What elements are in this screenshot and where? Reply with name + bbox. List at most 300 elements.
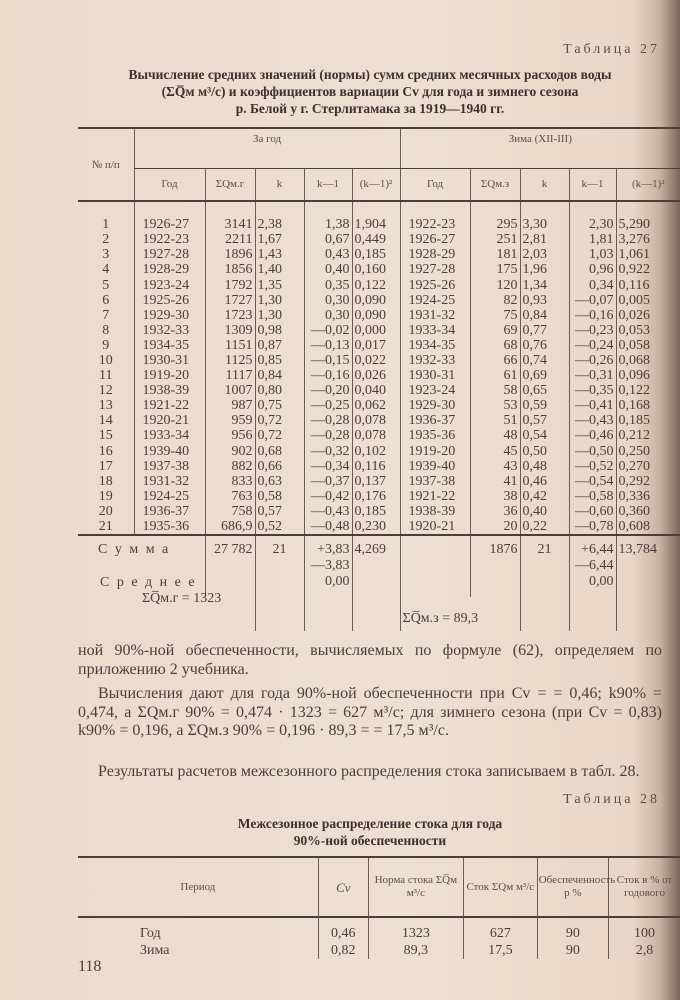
table-cell: 14: [98, 413, 113, 429]
table-cell: —0,37: [304, 474, 352, 489]
table-row: [78, 353, 680, 368]
table-28-label: Таблица 28: [563, 792, 660, 807]
table-cell: 1937-38: [400, 474, 470, 489]
table-row: [78, 489, 680, 504]
table-cell: 1931-32: [134, 474, 205, 489]
table-row: [78, 459, 680, 474]
table-cell: 1,30: [255, 293, 304, 308]
header-num: № п/п: [78, 128, 134, 201]
table-cell: 0,52: [255, 519, 304, 535]
column-header: ΣQм.з: [470, 168, 520, 201]
sum-value: 0,00: [325, 574, 350, 590]
table-row: [78, 262, 680, 277]
table-cell: —0,32: [304, 444, 352, 459]
table-cell: 1920-21: [134, 413, 205, 428]
table-cell: 21: [98, 519, 113, 535]
table-cell: —0,23: [569, 323, 616, 338]
table-cell: —0,25: [304, 398, 352, 413]
sum-year-k: 21: [255, 535, 304, 597]
table-cell: 0,292: [616, 474, 680, 489]
table-cell: 1723: [205, 308, 255, 323]
table-cell: 0,50: [520, 444, 569, 459]
column-header: k—1: [304, 168, 352, 201]
table-cell: 48: [470, 428, 520, 443]
table-cell: 0,022: [352, 353, 400, 368]
table-cell: —0,28: [304, 428, 352, 443]
column-header: Сток ΣQм м³/с: [463, 857, 537, 917]
table-cell: —0,48: [304, 519, 352, 535]
table-cell: 43: [470, 459, 520, 474]
table-cell: 0,54: [520, 428, 569, 443]
blank: [616, 597, 680, 631]
table-row: [78, 217, 680, 232]
table-cell: 0,43: [304, 247, 352, 262]
table-row: [78, 247, 680, 262]
table-cell: 0,66: [255, 459, 304, 474]
table-cell: 0,270: [616, 459, 680, 474]
table-cell: 0,000: [352, 323, 400, 338]
table-cell: 1927-28: [400, 262, 470, 277]
table-cell: 3,276: [616, 232, 680, 247]
table-cell: 2,30: [569, 217, 616, 232]
table-cell: 1938-39: [134, 383, 205, 398]
table-row: [78, 232, 680, 247]
table-cell: 0,053: [616, 323, 680, 338]
table-cell: 0,102: [352, 444, 400, 459]
table-cell: 1920-21: [400, 519, 470, 535]
table-cell: —0,60: [569, 504, 616, 519]
table-cell: 18: [98, 473, 113, 489]
table-cell: 882: [205, 459, 255, 474]
table-cell: 16: [98, 443, 113, 459]
column-header: Год: [134, 168, 205, 201]
header-winter-group: Зима (XII-III): [400, 128, 680, 168]
table-cell: 0,116: [352, 459, 400, 474]
table-cell: 2,38: [255, 217, 304, 232]
table-cell: 0,57: [520, 413, 569, 428]
table-cell: 0,76: [520, 338, 569, 353]
table-cell: 1924-25: [134, 489, 205, 504]
table-cell: —0,26: [569, 353, 616, 368]
table-cell: 1934-35: [400, 338, 470, 353]
table-row: [78, 323, 680, 338]
table-cell: 1927-28: [134, 247, 205, 262]
table-cell: 0,040: [352, 383, 400, 398]
column-header: (k—1)²: [616, 168, 680, 201]
column-header: (k—1)²: [352, 168, 400, 201]
table-cell: —0,02: [304, 323, 352, 338]
table-cell: 0,72: [255, 413, 304, 428]
table-cell: 1926-27: [134, 217, 205, 232]
table-cell: 13: [98, 398, 113, 414]
title-line: Вычисление средних значений (нормы) сумм средних месячных расходов воды: [128, 67, 612, 82]
table-cell: 19: [98, 488, 113, 504]
table-cell: 1,81: [569, 232, 616, 247]
page-number: 118: [78, 958, 102, 975]
table-cell: —0,16: [569, 308, 616, 323]
table-cell: 12: [98, 383, 113, 399]
table-cell: 686,9: [205, 519, 255, 535]
table-cell: 1931-32: [400, 308, 470, 323]
table-cell: 89,3: [368, 942, 463, 959]
table-row: [78, 398, 680, 413]
title-line: (ΣQ̅м м³/с) и коэффициентов вариации Cv для года и зимнего сезона: [161, 84, 579, 99]
table-cell: 763: [205, 489, 255, 504]
table-cell: 41: [470, 474, 520, 489]
table-cell: 20: [470, 519, 520, 535]
table-28: [78, 856, 680, 959]
column-header: Период: [180, 880, 216, 893]
table-cell: 1856: [205, 262, 255, 277]
column-header: ΣQм.г: [205, 168, 255, 201]
table-cell: 0,59: [520, 398, 569, 413]
table-cell: 0,185: [352, 247, 400, 262]
table-row: [78, 277, 680, 292]
table-cell: 0,85: [255, 353, 304, 368]
table-cell: 20: [98, 503, 113, 519]
table-cell: 627: [463, 917, 537, 942]
table-cell: 0,090: [352, 308, 400, 323]
table-cell: 2,81: [520, 232, 569, 247]
table-cell: 1125: [205, 353, 255, 368]
table-cell: 0,42: [520, 489, 569, 504]
table-cell: 0,67: [304, 232, 352, 247]
table-cell: —0,13: [304, 338, 352, 353]
table-cell: 0,026: [616, 308, 680, 323]
table-cell: 181: [470, 247, 520, 262]
table-cell: 0,96: [569, 262, 616, 277]
table-cell: 61: [470, 368, 520, 383]
mean-row: [78, 597, 680, 631]
table-cell: 1919-20: [400, 444, 470, 459]
table-cell: 1929-30: [134, 308, 205, 323]
table-row: [78, 519, 680, 535]
table-cell: 90: [537, 942, 608, 959]
mean-year: ΣQ̅м.г = 1323: [142, 591, 222, 607]
table-cell: 17: [98, 458, 113, 474]
table-cell: 0,30: [304, 308, 352, 323]
table-cell: 0,80: [255, 383, 304, 398]
sum-winter-q: 1876: [470, 535, 520, 597]
table-cell: 1933-34: [400, 323, 470, 338]
table-row: [78, 383, 680, 398]
table-cell: 3: [102, 247, 110, 263]
table-cell: 0,176: [352, 489, 400, 504]
sum-value: +3,83: [317, 542, 350, 558]
table-cell: 0,35: [304, 277, 352, 292]
table-cell: 0,75: [255, 398, 304, 413]
column-header: k: [520, 168, 569, 201]
table-cell: 0,026: [352, 368, 400, 383]
blank: [569, 597, 616, 631]
mean-label: С р е д н е е: [100, 575, 197, 591]
table-cell: 1896: [205, 247, 255, 262]
table-cell: 0,137: [352, 474, 400, 489]
table-cell: 0,46: [318, 917, 368, 942]
table-cell: 0,34: [569, 277, 616, 292]
table-cell: —0,31: [569, 368, 616, 383]
header-year-group: За год: [134, 128, 400, 168]
table-row: [78, 338, 680, 353]
table-cell: 1929-30: [400, 398, 470, 413]
table-cell: 17,5: [463, 942, 537, 959]
table-cell: 758: [205, 504, 255, 519]
table-cell: 1934-35: [134, 338, 205, 353]
table-cell: 1,30: [255, 308, 304, 323]
table-cell: 1925-26: [400, 277, 470, 292]
table-27-title: [70, 66, 670, 117]
table-cell: 0,40: [304, 262, 352, 277]
table-cell: 1,67: [255, 232, 304, 247]
table-cell: 0,336: [616, 489, 680, 504]
table-cell: 69: [470, 323, 520, 338]
table-cell: 1,34: [520, 277, 569, 292]
table-cell: 1930-31: [400, 368, 470, 383]
table-cell: 0,46: [520, 474, 569, 489]
table-cell: 959: [205, 413, 255, 428]
paragraph-2: Вычисления дают для года 90%-ной обеспеченности при Cv = = 0,46; k90% = 0,474, а ΣQм.г 90% = 0,474 · 1323 = 627 м³/с; для зимнего сезона (при Cv = 0,83) k90% = 0,196, а ΣQм.з 90% = 0,196 · 89,3 = = 17,5 м³/с.: [78, 685, 662, 739]
table-cell: 0,230: [352, 519, 400, 535]
table-cell: 1792: [205, 277, 255, 292]
table-row: [78, 504, 680, 519]
table-cell: 1922-23: [134, 232, 205, 247]
table-cell: 1919-20: [134, 368, 205, 383]
table-cell: —0,50: [569, 444, 616, 459]
table-cell: 0,078: [352, 413, 400, 428]
table-cell: Зима: [140, 943, 170, 958]
table-cell: 1928-29: [134, 262, 205, 277]
table-27-label: Таблица 27: [563, 42, 660, 57]
table-cell: —0,15: [304, 353, 352, 368]
blank: [352, 597, 400, 631]
table-cell: 1939-40: [134, 444, 205, 459]
table-cell: 1117: [205, 368, 255, 383]
table-cell: 1,43: [255, 247, 304, 262]
table-cell: 45: [470, 444, 520, 459]
table-cell: —0,16: [304, 368, 352, 383]
table-cell: —0,43: [569, 413, 616, 428]
table-cell: —0,52: [569, 459, 616, 474]
table-cell: 987: [205, 398, 255, 413]
table-cell: 1: [102, 217, 110, 233]
table-cell: 1,03: [569, 247, 616, 262]
table-cell: 2211: [205, 232, 255, 247]
table-cell: 0,608: [616, 519, 680, 535]
table-row: [78, 368, 680, 383]
table-cell: 1928-29: [400, 247, 470, 262]
sum-year-sq: 4,269: [352, 535, 400, 597]
table-cell: 0,058: [616, 338, 680, 353]
mean-cell: [78, 575, 255, 631]
table-28-title: [70, 815, 670, 849]
table-cell: 1926-27: [400, 232, 470, 247]
table-27: [78, 127, 680, 631]
table-cell: 1938-39: [400, 504, 470, 519]
table-cell: 1932-33: [400, 353, 470, 368]
table-cell: 10: [98, 352, 113, 368]
table-row: [78, 308, 680, 323]
table-cell: 75: [470, 308, 520, 323]
table-cell: 1921-22: [400, 489, 470, 504]
table-cell: 1935-36: [400, 428, 470, 443]
table-cell: 7: [102, 307, 110, 323]
table-cell: 0,122: [352, 277, 400, 292]
sum-value: +6,44: [581, 542, 614, 558]
mean-winter: ΣQ̅м.з = 89,3: [402, 611, 479, 627]
blank: [255, 597, 304, 631]
table-cell: 90: [537, 917, 608, 942]
table-row: [78, 444, 680, 459]
table-cell: 58: [470, 383, 520, 398]
table-cell: —0,34: [304, 459, 352, 474]
table-cell: 1,96: [520, 262, 569, 277]
column-header: Сток в % от годового: [609, 857, 680, 917]
table-cell: 1925-26: [134, 293, 205, 308]
table-row: [78, 293, 680, 308]
table-cell: 0,58: [255, 489, 304, 504]
table-cell: 36: [470, 504, 520, 519]
table-cell: 1,904: [352, 217, 400, 232]
table-cell: 1922-23: [400, 217, 470, 232]
table-cell: 0,30: [304, 293, 352, 308]
table-cell: 0,74: [520, 353, 569, 368]
table-row: [78, 428, 680, 443]
table-cell: 956: [205, 428, 255, 443]
table-cell: 0,922: [616, 262, 680, 277]
blank: [304, 597, 352, 631]
table-cell: 15: [98, 428, 113, 444]
table-cell: —0,46: [569, 428, 616, 443]
table-cell: 1,35: [255, 277, 304, 292]
table-cell: 0,63: [255, 474, 304, 489]
table-cell: 1007: [205, 383, 255, 398]
table-cell: 0,82: [318, 942, 368, 959]
table-cell: 11: [99, 368, 113, 384]
title-line: 90%-ной обеспеченности: [293, 833, 447, 848]
table-cell: 5: [102, 277, 110, 293]
table-cell: 0,48: [520, 459, 569, 474]
table-cell: 0,005: [616, 293, 680, 308]
table-cell: —0,58: [569, 489, 616, 504]
table-cell: 82: [470, 293, 520, 308]
table-cell: 833: [205, 474, 255, 489]
table-cell: 2,8: [609, 942, 680, 959]
table-cell: 0,449: [352, 232, 400, 247]
table-cell: 0,57: [255, 504, 304, 519]
table-cell: 5,290: [616, 217, 680, 232]
table-cell: 0,84: [520, 308, 569, 323]
table-cell: 1923-24: [400, 383, 470, 398]
table-cell: 0,185: [352, 504, 400, 519]
table-cell: —0,43: [304, 504, 352, 519]
table-cell: 0,122: [616, 383, 680, 398]
table-cell: —0,41: [569, 398, 616, 413]
sum-value: —3,83: [311, 558, 350, 574]
table-cell: 3141: [205, 217, 255, 232]
table-cell: —0,20: [304, 383, 352, 398]
sum-year-q: 27 782: [205, 535, 255, 597]
table-cell: 1930-31: [134, 353, 205, 368]
table-cell: 1935-36: [134, 519, 205, 535]
table-cell: 1936-37: [400, 413, 470, 428]
table-cell: 6: [102, 292, 110, 308]
title-line: р. Белой у г. Стерлитамака за 1919—1940 гг.: [235, 101, 505, 116]
table-cell: 1936-37: [134, 504, 205, 519]
table-cell: 0,017: [352, 338, 400, 353]
table-cell: 100: [609, 917, 680, 942]
table-cell: 0,40: [520, 504, 569, 519]
table-cell: 0,98: [255, 323, 304, 338]
table-cell: —0,42: [304, 489, 352, 504]
table-cell: 0,72: [255, 428, 304, 443]
table-cell: 251: [470, 232, 520, 247]
table-cell: 1,38: [304, 217, 352, 232]
column-header: Год: [400, 168, 470, 201]
table-cell: 295: [470, 217, 520, 232]
table-cell: 0,93: [520, 293, 569, 308]
title-line: Межсезонное распределение стока для года: [237, 816, 503, 831]
sum-winter-km1: [569, 535, 616, 597]
column-header: Норма стока ΣQ̅м м³/с: [368, 857, 463, 917]
table-cell: 0,062: [352, 398, 400, 413]
sum-winter-k: 21: [520, 535, 569, 597]
table-cell: 0,096: [616, 368, 680, 383]
column-header: k—1: [569, 168, 616, 201]
table-cell: 0,185: [616, 413, 680, 428]
table-cell: 0,87: [255, 338, 304, 353]
table-cell: 0,65: [520, 383, 569, 398]
table-cell: —0,54: [569, 474, 616, 489]
table-cell: —0,78: [569, 519, 616, 535]
table-cell: 1309: [205, 323, 255, 338]
table-cell: 0,068: [616, 353, 680, 368]
table-row: [78, 942, 680, 959]
table-cell: —0,28: [304, 413, 352, 428]
table-cell: 1323: [368, 917, 463, 942]
table-cell: 902: [205, 444, 255, 459]
table-cell: —0,07: [569, 293, 616, 308]
table-row: [78, 474, 680, 489]
sum-label: С у м м а: [98, 542, 171, 558]
blank: [520, 597, 569, 631]
table-cell: 0,68: [255, 444, 304, 459]
paragraph-1: ной 90%-ной обеспеченности, вычисляемых по формуле (62), определяем по приложению 2 учебника.: [78, 642, 662, 678]
table-cell: 0,160: [352, 262, 400, 277]
table-cell: 1924-25: [400, 293, 470, 308]
table-cell: 0,168: [616, 398, 680, 413]
table-cell: 9: [102, 337, 110, 353]
table-cell: 0,078: [352, 428, 400, 443]
table-cell: 0,212: [616, 428, 680, 443]
table-cell: 1923-24: [134, 277, 205, 292]
table-cell: 68: [470, 338, 520, 353]
table-cell: 3,30: [520, 217, 569, 232]
table-cell: 1921-22: [134, 398, 205, 413]
table-row: [78, 413, 680, 428]
table-cell: 0,360: [616, 504, 680, 519]
table-cell: 1,061: [616, 247, 680, 262]
table-cell: 0,22: [520, 519, 569, 535]
table-cell: 0,77: [520, 323, 569, 338]
table-cell: 1151: [205, 338, 255, 353]
sum-value: 0,00: [589, 574, 614, 590]
blank: [400, 535, 470, 597]
table-cell: 1727: [205, 293, 255, 308]
paragraph-3: Результаты расчетов межсезонного распределения стока записываем в табл. 28.: [98, 763, 640, 780]
table-cell: 120: [470, 277, 520, 292]
table-cell: 0,69: [520, 368, 569, 383]
table-cell: 175: [470, 262, 520, 277]
